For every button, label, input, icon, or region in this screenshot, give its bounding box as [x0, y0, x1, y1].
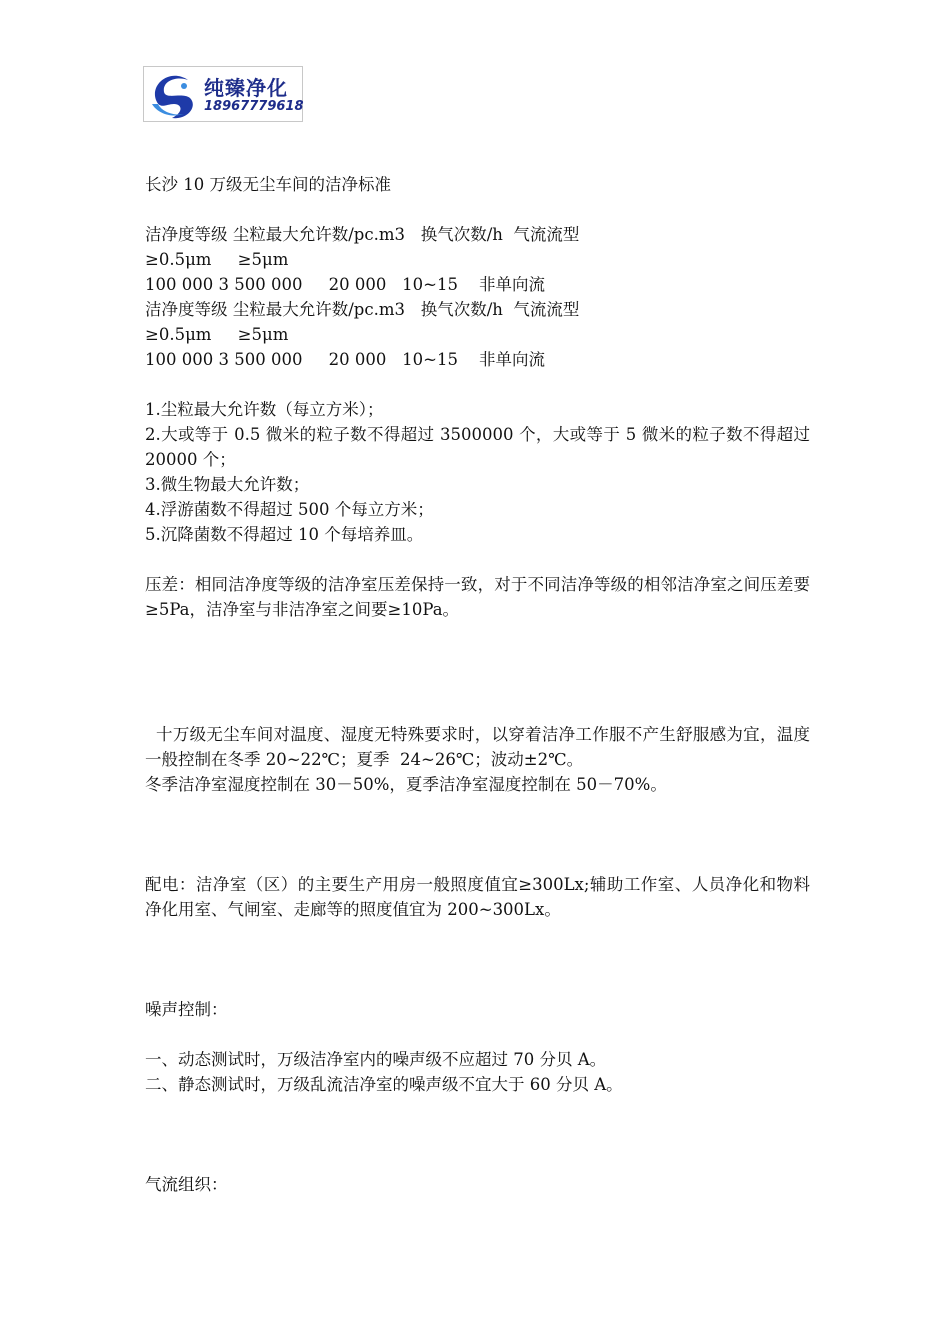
- humidity-paragraph: 冬季洁净室湿度控制在 30－50%，夏季洁净室湿度控制在 50－70%。: [145, 775, 667, 794]
- airflow-heading: 气流组织：: [145, 1175, 228, 1194]
- swirl-logo-icon: [148, 70, 200, 120]
- table-row: 100 000 3 500 000 20 000 10~15 非单向流: [145, 275, 545, 294]
- list-item: 二、静态测试时，万级乱流洁净室的噪声级不宜大于 60 分贝 A。: [145, 1075, 623, 1094]
- list-item: 1.尘粒最大允许数（每立方米）；: [145, 400, 384, 419]
- table-header-repeat: 洁净度等级 尘粒最大允许数/pc.m3 换气次数/h 气流流型: [145, 300, 580, 319]
- lighting-paragraph: 配电：洁净室（区）的主要生产用房一般照度值宜≥300Lx;辅助工作室、人员净化和物料净化用室、气闸室、走廊等的照度值宜为 200~300Lx。: [145, 875, 810, 919]
- logo-phone-number: 18967779618: [204, 99, 304, 114]
- list-item: 3.微生物最大允许数；: [145, 475, 310, 494]
- list-item: 2.大或等于 0.5 微米的粒子数不得超过 3500000 个，大或等于 5 微米的粒子数不得超过 20000 个；: [145, 425, 810, 469]
- table-subheader-repeat: ≥0.5μm ≥5μm: [145, 325, 289, 344]
- temperature-paragraph: 十万级无尘车间对温度、湿度无特殊要求时，以穿着洁净工作服不产生舒服感为宜，温度一般控制在冬季 20~22℃；夏季 24~26℃；波动±2℃。: [145, 725, 810, 769]
- logo-company-name: 纯臻净化: [204, 76, 288, 100]
- document-title: 长沙 10 万级无尘车间的洁净标准: [145, 175, 391, 194]
- company-logo: [143, 66, 303, 122]
- document-body: [145, 172, 810, 1197]
- list-item: 4.浮游菌数不得超过 500 个每立方米；: [145, 500, 434, 519]
- table-row-repeat: 100 000 3 500 000 20 000 10~15 非单向流: [145, 350, 545, 369]
- table-header: 洁净度等级 尘粒最大允许数/pc.m3 换气次数/h 气流流型: [145, 225, 580, 244]
- pressure-paragraph: 压差：相同洁净度等级的洁净室压差保持一致，对于不同洁净等级的相邻洁净室之间压差要≥5Pa，洁净室与非洁净室之间要≥10Pa。: [145, 575, 810, 619]
- list-item: 5.沉降菌数不得超过 10 个每培养皿。: [145, 525, 424, 544]
- list-item: 一、动态测试时，万级洁净室内的噪声级不应超过 70 分贝 A。: [145, 1050, 607, 1069]
- noise-heading: 噪声控制：: [145, 1000, 228, 1019]
- table-subheader: ≥0.5μm ≥5μm: [145, 250, 289, 269]
